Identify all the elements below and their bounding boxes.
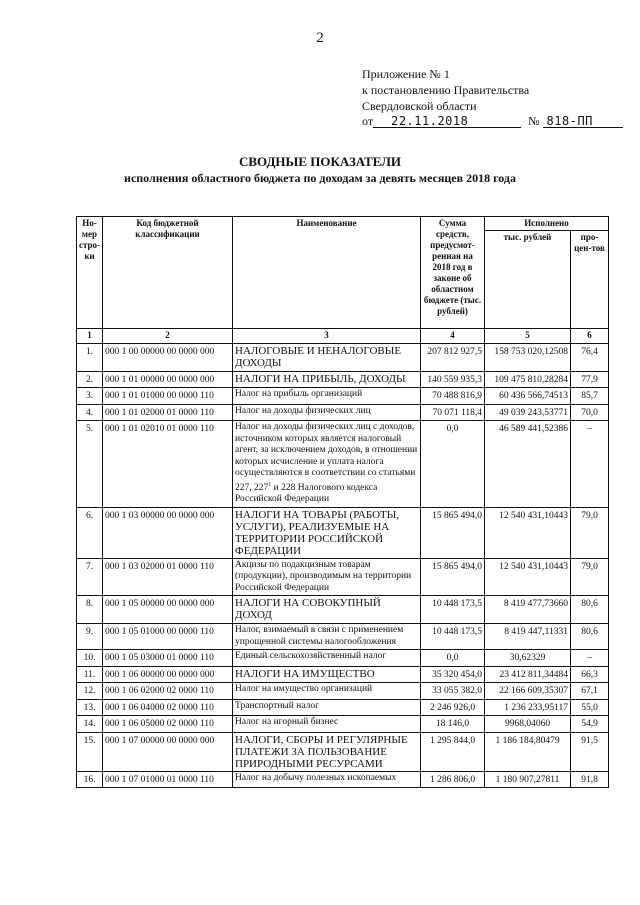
row-planned: 15 865 494,0 [421,558,485,596]
row-percent: 85,7 [571,388,609,405]
table-row [77,683,609,700]
row-name: Налог на прибыль организаций [233,388,421,405]
row-name: НАЛОГИ НА ПРИБЫЛЬ, ДОХОДЫ [233,371,421,388]
row-number: 8. [77,596,103,624]
row-code: 000 1 00 00000 00 0000 000 [103,343,233,371]
row-name: Акцизы по подакцизным товарам (продукции), производимым на территории Российской Федерации [233,558,421,596]
row-number: 12. [77,683,103,700]
row-code: 000 1 03 02000 01 0000 110 [103,558,233,596]
row-code: 000 1 05 03000 01 0000 110 [103,650,233,667]
appendix-block [362,66,529,114]
row-planned: 140 559 935,3 [421,371,485,388]
table-row [77,404,609,421]
row-code: 000 1 01 02000 01 0000 110 [103,404,233,421]
row-percent: 55,0 [571,699,609,716]
row-number: 1. [77,343,103,371]
row-executed: 9968,04060 [485,716,571,733]
row-name [233,421,421,508]
row-planned: 0,0 [421,421,485,508]
row-percent: 77,9 [571,371,609,388]
row-executed: 109 475 810,28284 [485,371,571,388]
row-code: 000 1 06 05000 02 0000 110 [103,716,233,733]
header-code: Код бюджетной классификации [103,217,233,329]
revenue-table [76,216,609,788]
header-executed: Исполнено [485,217,609,231]
col-number: 2 [103,329,233,344]
row-number: 16. [77,771,103,788]
appendix-line-3: Свердловской области [362,99,477,113]
order-date: 22.11.2018 [391,114,469,128]
row-percent: – [571,650,609,667]
row-percent: 80,6 [571,596,609,624]
table-row [77,507,609,558]
row-planned: 15 865 494,0 [421,507,485,558]
row-code: 000 1 03 00000 00 0000 000 [103,507,233,558]
row-number: 13. [77,699,103,716]
row-executed: 22 166 609,35307 [485,683,571,700]
table-row [77,388,609,405]
row-name: НАЛОГИ, СБОРЫ И РЕГУЛЯРНЫЕ ПЛАТЕЖИ ЗА ПОЛЬЗОВАНИЕ ПРИРОДНЫМИ РЕСУРСАМИ [233,732,421,771]
row-number: 14. [77,716,103,733]
number-prefix: № [528,114,540,128]
table-row [77,596,609,624]
row-executed: 12 540 431,10443 [485,507,571,558]
row-name: НАЛОГИ НА ИМУЩЕСТВО [233,666,421,683]
order-number: 818-ПП [546,114,593,128]
row-name-superscript: 1 [268,481,272,488]
table-row [77,716,609,733]
row-executed: 1 186 184,80479 [485,732,571,771]
row-code: 000 1 06 04000 02 0000 110 [103,699,233,716]
row-name: Налог на доходы физических лиц [233,404,421,421]
row-percent: 70,0 [571,404,609,421]
row-name: Налог, взимаемый в связи с применением упрощенной системы налогообложения [233,624,421,650]
row-name: Транспортный налог [233,699,421,716]
row-number: 4. [77,404,103,421]
row-percent: 80,6 [571,624,609,650]
page-number: 2 [316,30,324,46]
header-row [77,217,609,231]
row-planned: 70 488 816,9 [421,388,485,405]
row-percent: 79,0 [571,507,609,558]
row-name: НАЛОГИ НА СОВОКУПНЫЙ ДОХОД [233,596,421,624]
row-planned: 18 146,0 [421,716,485,733]
row-planned: 10 448 173,5 [421,596,485,624]
row-percent: 76,4 [571,343,609,371]
row-code: 000 1 07 01000 01 0000 110 [103,771,233,788]
table-row [77,624,609,650]
row-name: НАЛОГИ НА ТОВАРЫ (РАБОТЫ, УСЛУГИ), РЕАЛИЗУЕМЫЕ НА ТЕРРИТОРИИ РОССИЙСКОЙ ФЕДЕРАЦИИ [233,507,421,558]
table-row [77,699,609,716]
header-planned: Сумма средств, предусмот-ренная на 2018 год в законе об областном бюджете (тыс. рублей) [421,217,485,329]
order-line [362,114,623,129]
row-number: 11. [77,666,103,683]
row-percent: 67,1 [571,683,609,700]
col-number: 1 [77,329,103,344]
table-row [77,558,609,596]
document-title: СВОДНЫЕ ПОКАЗАТЕЛИ [238,154,402,169]
document-subtitle: исполнения областного бюджета по доходам за девять месяцев 2018 года [124,171,516,185]
row-number: 9. [77,624,103,650]
appendix-line-2: к постановлению Правительства [362,83,530,97]
table-row [77,732,609,771]
row-executed: 12 540 431,10443 [485,558,571,596]
row-name: Единый сельскохозяйственный налог [233,650,421,667]
row-code: 000 1 05 00000 00 0000 000 [103,596,233,624]
column-number-row [77,329,609,344]
table-row [77,371,609,388]
row-code: 000 1 06 02000 02 0000 110 [103,683,233,700]
row-number: 6. [77,507,103,558]
table-row [77,343,609,371]
row-executed: 49 039 243,53771 [485,404,571,421]
table-row [77,666,609,683]
col-number: 5 [485,329,571,344]
row-number: 5. [77,421,103,508]
row-planned: 1 286 806,0 [421,771,485,788]
row-percent: 91,8 [571,771,609,788]
row-name: Налог на имущество организаций [233,683,421,700]
header-exec-rub: тыс. рублей [485,231,571,329]
row-executed: 60 436 566,74513 [485,388,571,405]
header-row-number: Но-мер стро-ки [77,217,103,329]
row-planned: 2 246 926,0 [421,699,485,716]
date-prefix: от [362,114,374,128]
table-row [77,771,609,788]
row-executed: 30,62329 [485,650,571,667]
row-name: Налог на игорный бизнес [233,716,421,733]
header-name: Наименование [233,217,421,329]
row-planned: 1 295 844,0 [421,732,485,771]
row-planned: 70 071 118,4 [421,404,485,421]
row-percent: 79,0 [571,558,609,596]
row-name-text: Налог на доходы физических лиц с доходов, источником которых является налоговый агент, за исключением доходов, в отношении которых исчисление и уплата налога осуществляются в соответствии со статьями 227, 227 [235,422,418,493]
row-planned: 35 320 454,0 [421,666,485,683]
row-percent: 66,3 [571,666,609,683]
row-code: 000 1 01 01000 00 0000 110 [103,388,233,405]
row-percent: 91,5 [571,732,609,771]
row-executed: 8 419 447,11331 [485,624,571,650]
col-number: 6 [571,329,609,344]
row-number: 15. [77,732,103,771]
row-executed: 1 180 907,27811 [485,771,571,788]
row-code: 000 1 05 01000 00 0000 110 [103,624,233,650]
appendix-line-1: Приложение № 1 [362,67,450,81]
row-percent: 54,9 [571,716,609,733]
row-code: 000 1 07 00000 00 0000 000 [103,732,233,771]
header-exec-pct: про-цен-тов [571,231,609,329]
row-executed: 8 419 477,73660 [485,596,571,624]
row-code: 000 1 01 02010 01 0000 110 [103,421,233,508]
row-executed: 23 412 811,34484 [485,666,571,683]
col-number: 3 [233,329,421,344]
row-executed: 46 589 441,52386 [485,421,571,508]
row-code: 000 1 06 00000 00 0000 000 [103,666,233,683]
row-number: 3. [77,388,103,405]
row-number: 10. [77,650,103,667]
row-name-text-end: и 228 Налогового кодекса Российской Федерации [235,482,378,505]
row-planned: 33 055 382,0 [421,683,485,700]
row-planned: 10 448 173,5 [421,624,485,650]
table-row [77,650,609,667]
row-planned: 0,0 [421,650,485,667]
row-name: НАЛОГОВЫЕ И НЕНАЛОГОВЫЕ ДОХОДЫ [233,343,421,371]
row-executed: 158 753 020,12508 [485,343,571,371]
row-executed: 1 236 233,95117 [485,699,571,716]
row-code: 000 1 01 00000 00 0000 000 [103,371,233,388]
table-row [77,421,609,508]
row-percent: – [571,421,609,508]
row-number: 2. [77,371,103,388]
col-number: 4 [421,329,485,344]
row-planned: 207 812 927,5 [421,343,485,371]
row-name: Налог на добычу полезных ископаемых [233,771,421,788]
row-number: 7. [77,558,103,596]
